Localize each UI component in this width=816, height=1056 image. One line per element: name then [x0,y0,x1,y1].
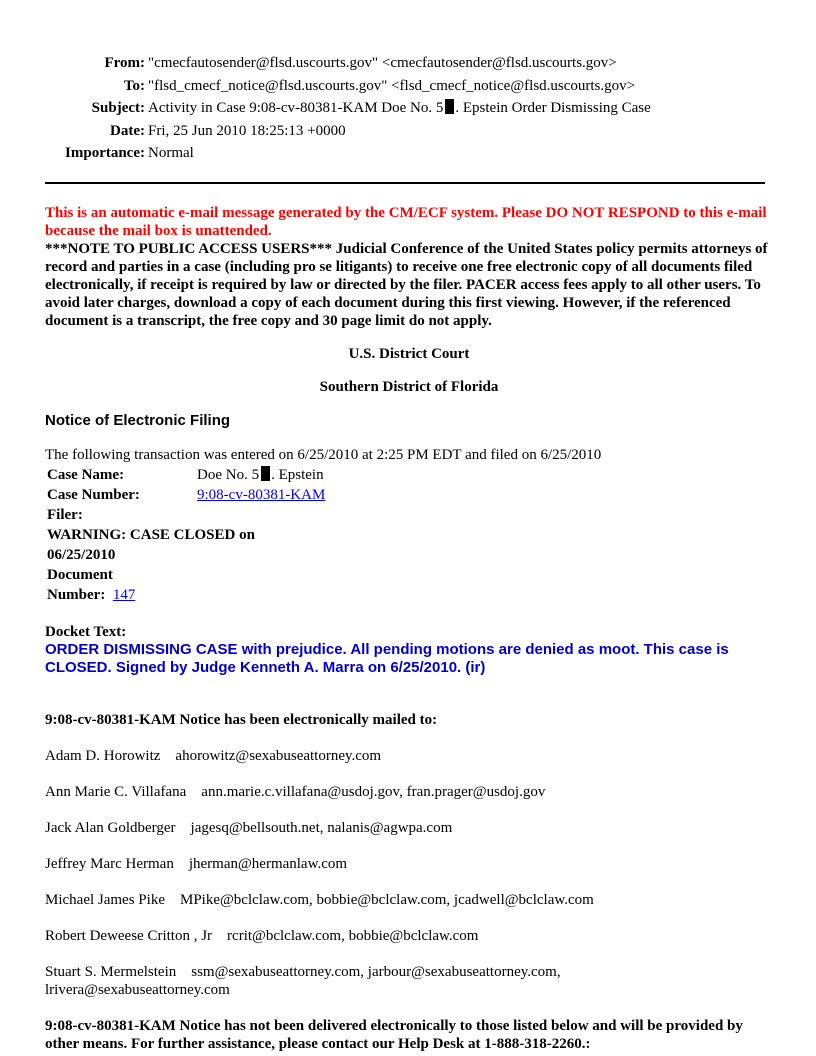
recipient-name: Stuart S. Mermelstein [45,964,177,980]
recipient-name: Adam D. Horowitz [45,748,161,764]
importance-value: Normal [148,145,194,161]
nef-title: Notice of Electronic Filing [45,412,231,429]
subject-text-after: . Epstein Order Dismissing Case [455,100,651,116]
recipient-name: Michael James Pike [45,892,165,908]
recipient-emails: jagesq@bellsouth.net, nalanis@agwpa.com [190,820,453,836]
filer-label: Filer: [47,507,83,523]
recipient-name: Jack Alan Goldberger [45,820,176,836]
document-number-label: Document Number: 147 [47,567,136,603]
recipient-emails: ssm@sexabuseattorney.com, jarbour@sexabuseattorney.com, [191,964,561,980]
list-item [45,927,773,945]
recipient-name: Robert Deweese Critton , Jr [45,928,213,944]
filer-row [45,505,327,525]
not-delivered-notice: 9:08-cv-80381-KAM Notice has not been delivered electronically to those listed below and will be provided by other means. For further assistance, please contact our Help Desk at 1-888-318-2260.: [45,1018,743,1052]
transaction-text: The following transaction was entered on 6/25/2010 at 2:25 PM EDT and filed on 6/25/2010 [45,447,602,463]
recipient-emails: jherman@hermanlaw.com [188,856,348,872]
district-name: Southern District of Florida [319,379,499,395]
from-label: From: [104,55,145,71]
recipient-list [45,747,773,999]
case-name-row [45,465,327,485]
list-item [45,819,773,837]
recipient-emails: ann.marie.c.villafana@usdoj.gov, fran.prager@usdoj.gov [201,784,546,800]
case-number-row [45,485,327,505]
case-number-link[interactable]: 9:08-cv-80381-KAM [197,487,326,503]
importance-row [0,142,651,165]
list-item [45,783,773,801]
case-closed-row [45,525,327,565]
document-number-row [45,565,327,605]
recipient-emails: rcrit@bclclaw.com, bobbie@bclclaw.com [227,928,479,944]
to-value: "flsd_cmecf_notice@flsd.uscourts.gov" <flsd_cmecf_notice@flsd.uscourts.gov> [148,77,636,94]
public-access-note: ***NOTE TO PUBLIC ACCESS USERS*** Judicial Conference of the United States policy permits attorneys of record and parties in a case (including pro se litigants) to receive one free electronic copy of all documents filed electronically, if receipt is required by law or directed by the filer. PACER access fees apply to all other users. To avoid later charges, download a copy of each document during this first viewing. However, if the referenced document is a transcript, the free copy and 30 page limit do not apply. [45,241,768,329]
case-name-value [195,465,327,485]
subject-row [0,97,651,120]
recipient-emails-continued: lrivera@sexabuseattorney.com [45,982,230,998]
from-value: "cmecfautosender@flsd.uscourts.gov" <cmecfautosender@flsd.uscourts.gov> [148,55,617,71]
message-body [45,204,773,1053]
case-info-table [45,465,327,605]
mailed-heading: 9:08-cv-80381-KAM Notice has been electronically mailed to: [45,712,438,728]
redaction-box [261,466,270,481]
list-item [45,855,773,873]
header-divider [45,182,765,184]
from-row [0,52,651,75]
docket-text-label: Docket Text: [45,624,127,640]
subject-label: Subject: [91,100,145,116]
case-number-label: Case Number: [47,487,140,503]
email-header [0,52,651,165]
date-row [0,120,651,143]
case-name-label: Case Name: [47,467,125,483]
subject-text-before: Activity in Case 9:08-cv-80381-KAM Doe No. 5 [148,100,444,116]
auto-email-warning: This is an automatic e-mail message generated by the CM/ECF system. Please DO NOT RESPOND to this e-mail because the mail box is unattended. [45,205,767,239]
list-item [45,963,773,999]
recipient-emails: MPike@bclclaw.com, bobbie@bclclaw.com, jcadwell@bclclaw.com [179,892,594,908]
case-closed-warning: WARNING: CASE CLOSED on 06/25/2010 [47,527,255,563]
date-label: Date: [110,122,145,139]
recipient-name: Ann Marie C. Villafana [45,784,187,800]
case-name-before: Doe No. 5 [197,467,260,483]
to-label: To: [123,77,145,94]
subject-value [148,97,651,120]
case-name-after: . Epstein [271,467,324,483]
importance-label: Importance: [65,145,145,161]
docket-text: ORDER DISMISSING CASE with prejudice. All pending motions are denied as moot. This case is CLOSED. Signed by Judge Kenneth A. Marra on 6/25/2010. (ir) [45,641,729,676]
to-row [0,75,651,98]
court-name: U.S. District Court [348,346,470,362]
recipient-name: Jeffrey Marc Herman [45,856,174,872]
date-value: Fri, 25 Jun 2010 18:25:13 +0000 [148,122,346,139]
list-item [45,747,773,765]
list-item [45,891,773,909]
redaction-box [445,99,454,114]
document-number-link[interactable]: 147 [112,587,136,603]
recipient-emails: ahorowitz@sexabuseattorney.com [175,748,382,764]
